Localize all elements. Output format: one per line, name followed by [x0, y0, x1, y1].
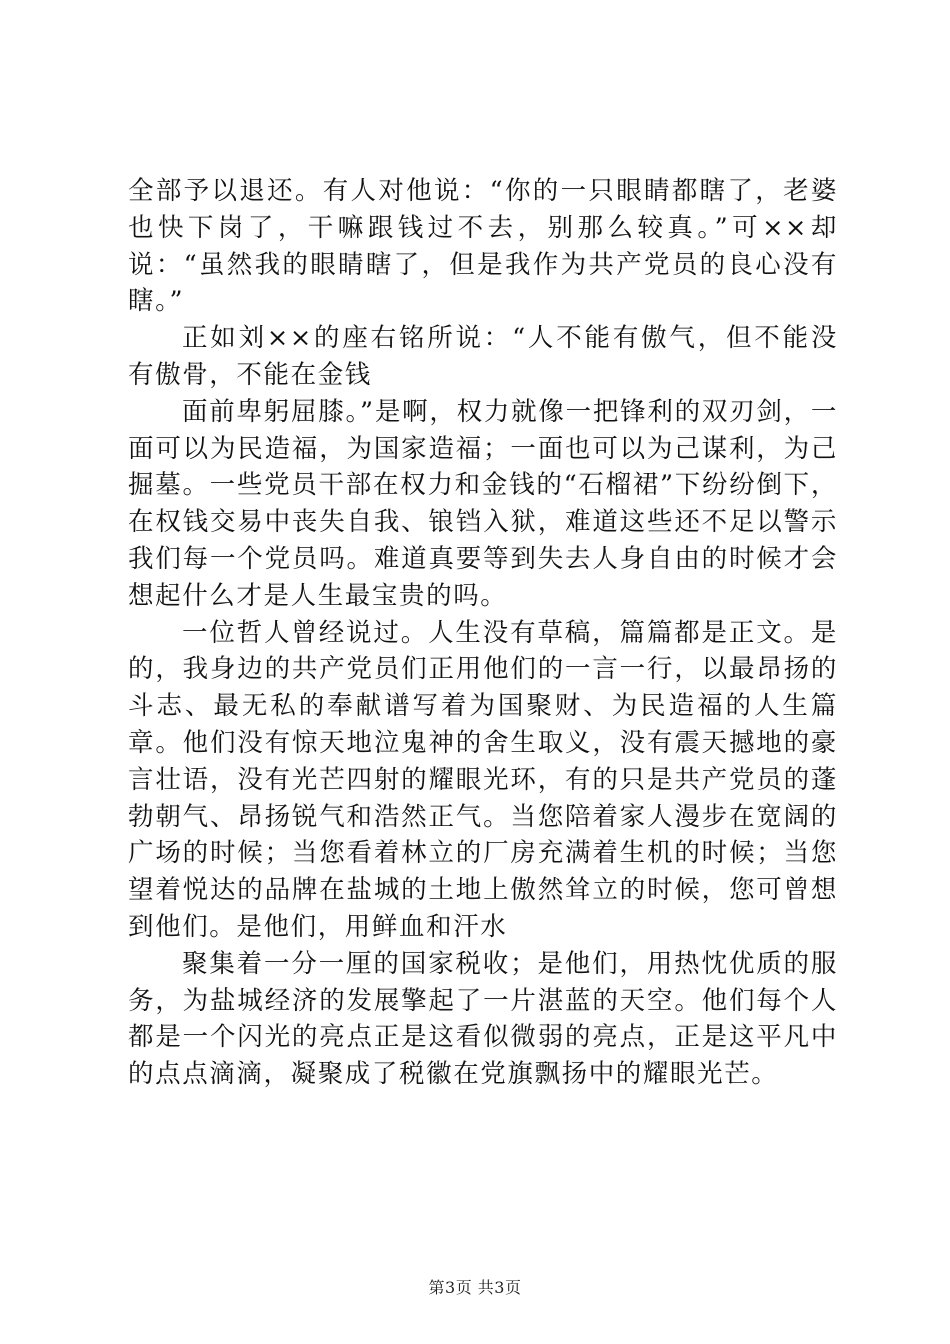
paragraph-2: 正如刘××的座右铭所说：“人不能有傲气，但不能没有傲骨，不能在金钱 [128, 323, 838, 390]
page-number-footer: 第3页 共3页 [428, 1278, 522, 1297]
paragraph-4: 一位哲人曾经说过。人生没有草稿，篇篇都是正文。是的，我身边的共产党员们正用他们的一言一行，以最昂扬的斗志、最无私的奉献谱写着为国聚财、为民造福的人生篇章。他们没有惊天地泣鬼神的舍生取义，没有震天撼地的豪言壮语，没有光芒四射的耀眼光环，有的只是共产党员的蓬勃朝气、昂扬锐气和浩然正气。当您陪着家人漫步在宽阔的广场的时候；当您看着林立的厂房充满着生机的时候；当您望着悦达的品牌在盐城的土地上傲然耸立的时候，您可曾想到他们。是他们，用鲜血和汗水 [128, 617, 838, 942]
document-body [128, 173, 838, 1093]
paragraph-1: 全部予以退还。有人对他说：“你的一只眼睛都瞎了，老婆也快下岗了，干嘛跟钱过不去，别那么较真。”可××却说：“虽然我的眼睛瞎了，但是我作为共产党员的良心没有瞎。” [128, 176, 838, 317]
paragraph-3: 面前卑躬屈膝。”是啊，权力就像一把锋利的双刃剑，一面可以为民造福，为国家造福；一面也可以为己谋利，为己掘墓。一些党员干部在权力和金钱的“石榴裙”下纷纷倒下，在权钱交易中丧失自我、锒铛入狱，难道这些还不足以警示我们每一个党员吗。难道真要等到失去人身自由的时候才会想起什么才是人生最宝贵的吗。 [128, 396, 838, 611]
paragraph-5: 聚集着一分一厘的国家税收；是他们，用热忱优质的服务，为盐城经济的发展擎起了一片湛蓝的天空。他们每个人都是一个闪光的亮点正是这看似微弱的亮点，正是这平凡中的点点滴滴，凝聚成了税徽在党旗飘扬中的耀眼光芒。 [128, 948, 838, 1090]
